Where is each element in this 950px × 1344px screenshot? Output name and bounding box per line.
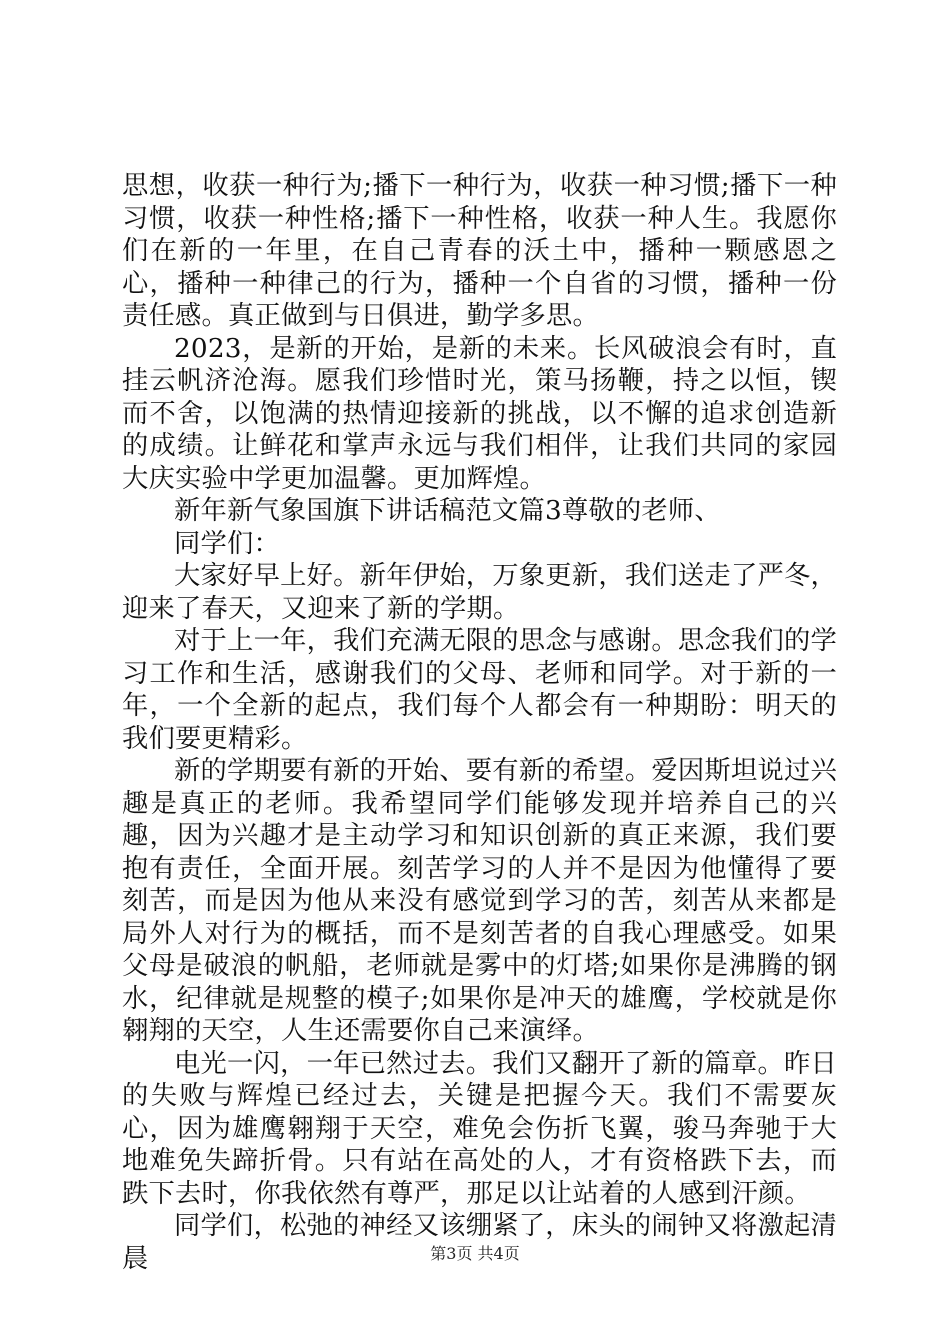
salutation: 同学们： bbox=[174, 528, 280, 559]
paragraph-2: 2023，是新的开始，是新的未来。长风破浪会有时，直挂云帆济沧海。愿我们珍惜时光，策马扬鞭，持之以恒，锲而不舍，以饱满的热情迎接新的挑战，以不懈的追求创造新的成绩。让鲜花和掌声永远与我们相伴，让我们共同的家园大庆实验中学更加温馨。更加辉煌。 bbox=[122, 333, 837, 494]
paragraph-1: 思想，收获一种行为;播下一种行为，收获一种习惯;播下一种习惯，收获一种性格;播下一种性格，收获一种人生。我愿你们在新的一年里，在自己青春的沃土中，播种一颗感恩之心，播种一种律己的行为，播种一个自省的习惯，播种一份责任感。真正做到与日俱进，勤学多思。 bbox=[122, 171, 837, 331]
paragraph-last-year: 对于上一年，我们充满无限的思念与感谢。思念我们的学习工作和生活，感谢我们的父母、老师和同学。对于新的一年，一个全新的起点，我们每个人都会有一种期盼：明天的我们要更精彩。 bbox=[122, 626, 837, 754]
paragraph-greeting: 大家好早上好。新年伊始，万象更新，我们送走了严冬，迎来了春天，又迎来了新的学期。 bbox=[122, 561, 837, 624]
paragraph-year-passed: 电光一闪，一年已然过去。我们又翻开了新的篇章。昨日的失败与辉煌已经过去，关键是把握今天。我们不需要灰心，因为雄鹰翱翔于天空，难免会伤折飞翼，骏马奔驰于大地难免失蹄折骨。只有站在高处的人，才有资格跌下去，而跌下去时，你我依然有尊严，那足以让站着的人感到汗颜。 bbox=[122, 1048, 837, 1209]
page-footer: 第3页 共4页 bbox=[430, 1244, 520, 1263]
paragraph-classmates: 同学们，松弛的神经又该绷紧了，床头的闹钟又将激起清晨 bbox=[122, 1211, 837, 1274]
paragraph-new-semester: 新的学期要有新的开始、要有新的希望。爱因斯坦说过兴趣是真正的老师。我希望同学们能够发现并培养自己的兴趣，因为兴趣才是主动学习和知识创新的真正来源，我们要抱有责任，全面开展。刻苦学习的人并不是因为他懂得了要刻苦，而是因为他从来没有感觉到学习的苦，刻苦从来都是局外人对行为的概括，而不是刻苦者的自我心理感受。如果父母是破浪的帆船，老师就是雾中的灯塔;如果你是沸腾的钢水，纪律就是规整的模子;如果你是冲天的雄鹰，学校就是你翱翔的天空，人生还需要你自己来演绎。 bbox=[122, 756, 837, 1046]
section-heading: 新年新气象国旗下讲话稿范文篇3尊敬的老师、 bbox=[174, 496, 721, 526]
document-body bbox=[122, 170, 837, 1275]
